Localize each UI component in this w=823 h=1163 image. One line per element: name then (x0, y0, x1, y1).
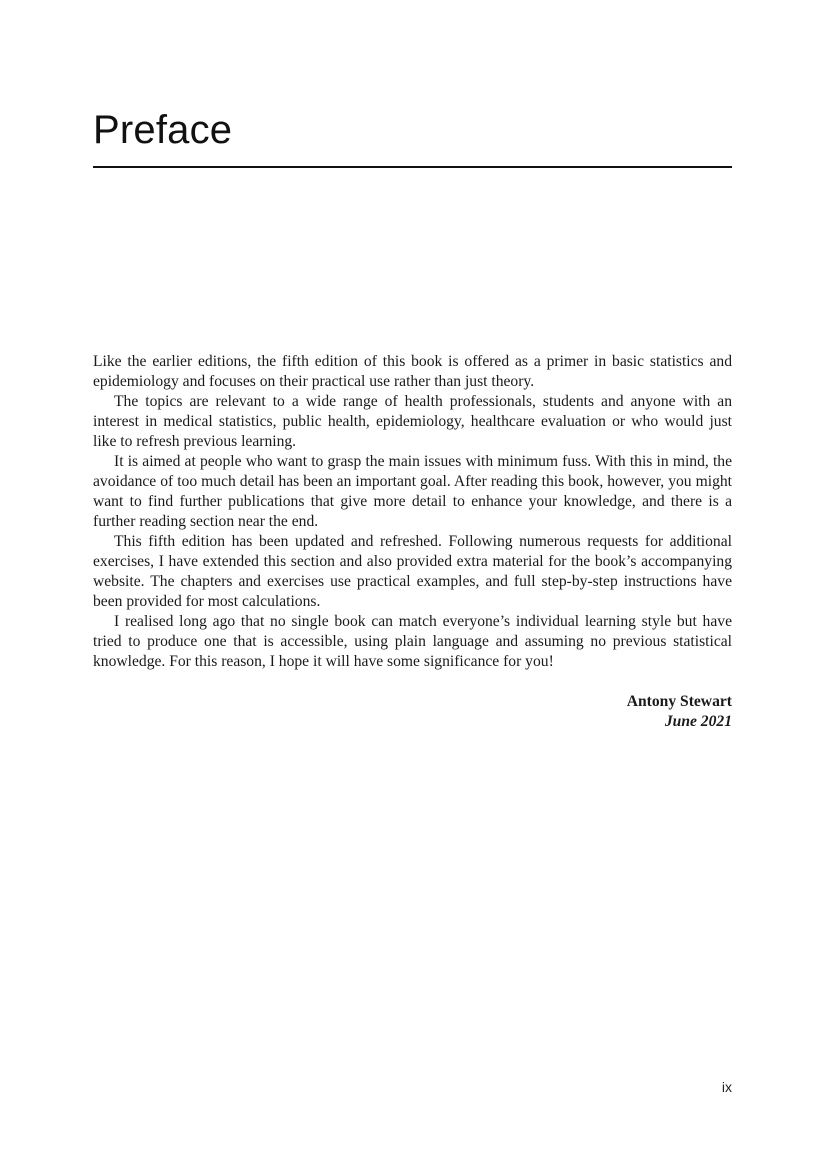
paragraph-2: The topics are relevant to a wide range of health professionals, students and anyone with an interest in medical statistics, public health, epidemiology, healthcare evaluation or who would just like to refresh previous learning. (93, 393, 732, 450)
author-name: Antony Stewart (626, 693, 732, 710)
paragraph-5: I realised long ago that no single book can match everyone’s individual learning style but have tried to produce one that is accessible, using plain language and assuming no previous statistical knowledge. For this reason, I hope it will have some significance for you! (93, 613, 732, 670)
preface-body (93, 352, 732, 672)
signature-block (93, 692, 732, 732)
title-rule (93, 166, 732, 168)
chapter-title: Preface (93, 108, 233, 152)
paragraph-3: It is aimed at people who want to grasp the main issues with minimum fuss. With this in mind, the avoidance of too much detail has been an important goal. After reading this book, however, you might want to find further publications that give more detail to enhance your knowledge, and there is a further reading section near the end. (93, 453, 732, 530)
paragraph-1: Like the earlier editions, the fifth edition of this book is offered as a primer in basic statistics and epidemiology and focuses on their practical use rather than just theory. (93, 353, 732, 390)
page-number: ix (721, 1079, 732, 1095)
paragraph-4: This fifth edition has been updated and refreshed. Following numerous requests for additional exercises, I have extended this section and also provided extra material for the book’s accompanying website. The chapters and exercises use practical examples, and full step-by-step instructions have been provided for most calculations. (93, 533, 732, 610)
signature-date: June 2021 (664, 713, 732, 730)
